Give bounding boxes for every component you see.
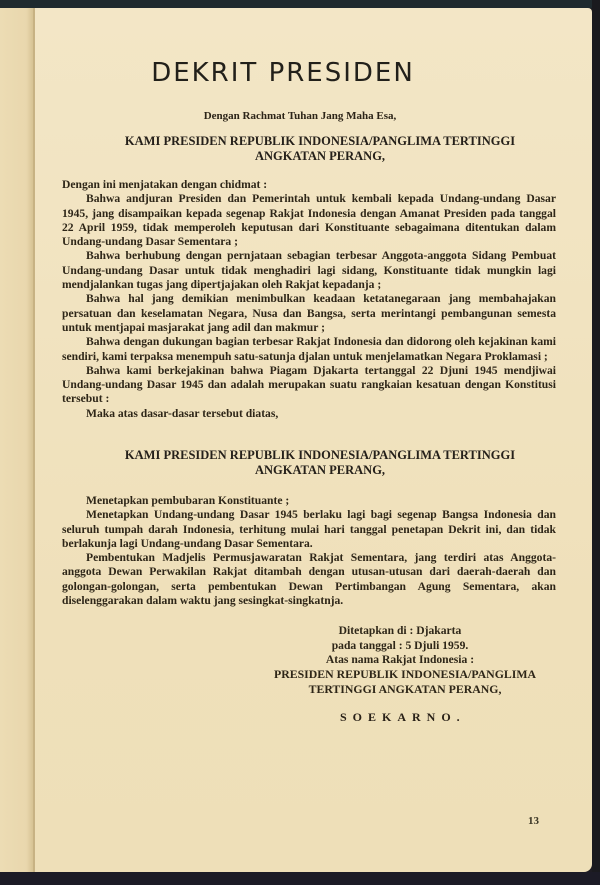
heading-line-2: ANGKATAN PERANG, — [254, 149, 386, 163]
heading-line-1: KAMI PRESIDEN REPUBLIK INDONESIA/PANGLIMA TERTINGGI — [124, 134, 516, 148]
considerations — [62, 178, 556, 421]
heading-presiden-2 — [60, 448, 580, 478]
heading-presiden-1 — [60, 134, 580, 164]
preamble: Dengan ini menjatakan dengan chidmat : — [62, 178, 268, 191]
left-page-fold — [0, 8, 35, 872]
page-number: 13 — [528, 815, 539, 827]
document-title: DEKRIT PRESIDEN — [151, 58, 415, 88]
conclusion: Maka atas dasar-dasar tersebut diatas, — [86, 406, 279, 420]
scan-bottom-edge — [0, 872, 600, 885]
consideration-1: Bahwa andjuran Presiden dan Pemerintah untuk kembali kepada Undang-undang Dasar 1945, jang disampaikan kepada segenap Rakjat Indonesia dengan Amanat Presiden pada tanggal 22 April 1959, tidak memperoleh keputusan dari Konstituante sebagaimana ditentukan dalam Undang-undang Dasar Sementara ; — [62, 192, 556, 249]
scan-right-edge — [592, 0, 600, 885]
decision-3: Pembentukan Madjelis Permusjawaratan Rakjat Sementara, jang terdiri atas Anggota-anggota Dewan Perwakilan Rakjat ditambah dengan utusan-utusan dari daerah-daerah dan golongan-golongan, serta pembentukan Dewan Pertimbangan Agung Sementara, akan diselenggarakan dalam waktu jang sesingkat-singkatnja. — [62, 551, 556, 608]
invocation: Dengan Rachmat Tuhan Jang Maha Esa, — [203, 110, 397, 122]
signature-place: Ditetapkan di : Djakarta — [338, 624, 462, 637]
consideration-3: Bahwa hal jang demikian menimbulkan keadaan ketatanegaraan jang membahajakan persatuan dan keselamatan Negara, Nusa dan Bangsa, serta merintangi pembangunan semesta untuk mentjapai masjarakat jang adil dan makmur ; — [62, 292, 556, 334]
decision-2: Menetapkan Undang-undang Dasar 1945 berlaku lagi bagi segenap Bangsa Indonesia dan seluruh tumpah darah Indonesia, terhitung mulai hari tanggal penetapan Dekrit ini, dan tidak berlakunja lagi Undang-undang Dasar Sementara. — [62, 508, 556, 550]
decision-1: Menetapkan pembubaran Konstituante ; — [86, 494, 290, 507]
consideration-4: Bahwa dengan dukungan bagian terbesar Rakjat Indonesia dan didorong oleh kejakinan kami sendiri, kami terpaksa menempuh satu-satunja djalan untuk menjelamatkan Negara Proklamasi ; — [62, 335, 556, 363]
signature-block — [300, 624, 500, 668]
consideration-5: Bahwa kami berkejakinan bahwa Piagam Djakarta tertanggal 22 Djuni 1945 mendjiwai Undang-undang Dasar 1945 dan adalah merupakan suatu rangkaian kesatuan dengan Konstitusi tersebut : — [62, 363, 556, 406]
decisions — [62, 494, 556, 608]
signature-office — [245, 667, 565, 696]
signature-on-behalf: Atas nama Rakjat Indonesia : — [325, 653, 475, 666]
office-line-1: PRESIDEN REPUBLIK INDONESIA/PANGLIMA — [274, 667, 536, 681]
consideration-2: Bahwa berhubung dengan pernjataan sebagian terbesar Anggota-anggota Sidang Pembuat Undang-undang Dasar untuk tidak menghadiri lagi sidang, Konstituante tidak mungkin lagi mendjalankan tugas jang dipertjajakan oleh Rakjat kepadanja ; — [62, 249, 556, 292]
office-line-2: TERTINGGI ANGKATAN PERANG, — [308, 681, 502, 696]
scan-top-edge — [0, 0, 600, 8]
heading-line-1: KAMI PRESIDEN REPUBLIK INDONESIA/PANGLIMA TERTINGGI — [124, 448, 516, 462]
signature-date: pada tanggal : 5 Djuli 1959. — [331, 638, 469, 652]
signatory-name: SOEKARNO. — [340, 710, 466, 724]
heading-line-2: ANGKATAN PERANG, — [254, 463, 386, 477]
